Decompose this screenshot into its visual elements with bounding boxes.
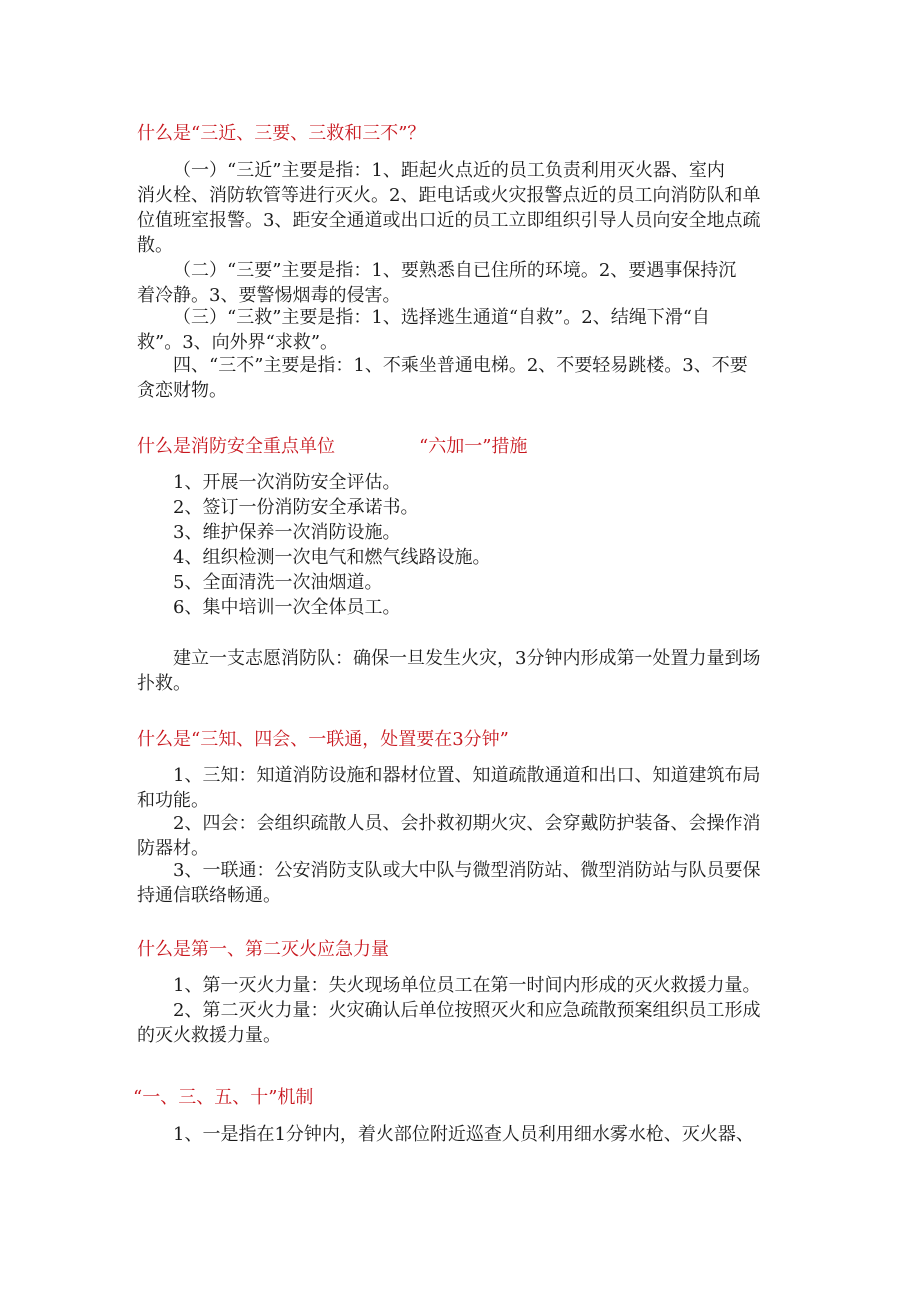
text-line: 着冷静。3、要警惕烟毒的侵害。 (137, 285, 401, 306)
heading-part: 什么是消防安全重点单位 (137, 436, 335, 457)
text-line: 扑救。 (137, 673, 191, 694)
section-5-paragraph-1 (137, 1122, 787, 1147)
heading-part: “六加一”措施 (419, 436, 528, 457)
text-line: （二）“三要”主要是指：1、要熟悉自已住所的环境。2、要遇事保持沉 (173, 260, 737, 281)
text-line: 散。 (137, 235, 173, 256)
section-4-paragraph-1 (137, 973, 787, 998)
list-item: 6、集中培训一次全体员工。 (173, 597, 401, 618)
section-2-heading (137, 434, 787, 459)
text-line: 消火栓、消防软管等进行灭火。2、距电话或火灾报警点近的员工向消防队和单 (137, 185, 761, 206)
section-1-heading: 什么是“三近、三要、三救和三不”？ (137, 123, 426, 144)
section-3-paragraph-1 (137, 763, 787, 813)
text-line: 防器材。 (137, 838, 209, 859)
section-1-paragraph-1 (137, 158, 787, 258)
text-line: （三）“三救”主要是指：1、选择逃生通道“自救”。2、结绳下滑“自 (173, 307, 710, 328)
section-3-paragraph-2 (137, 811, 787, 861)
section-1-paragraph-4 (137, 353, 787, 403)
text-line: 建立一支志愿消防队：确保一旦发生火灾，3分钟内形成第一处置力量到场 (173, 648, 761, 669)
list-item: 1、开展一次消防安全评估。 (173, 472, 401, 493)
list-item: 2、签订一份消防安全承诺书。 (173, 497, 419, 518)
text-line: （一）“三近”主要是指：1、距起火点近的员工负责利用灭火器、室内 (173, 160, 725, 181)
section-5-heading: “一、三、五、十”机制 (133, 1087, 314, 1108)
text-line: 的灭火救援力量。 (137, 1025, 281, 1046)
section-1-paragraph-3 (137, 305, 787, 355)
text-line: 贪恋财物。 (137, 380, 227, 401)
section-4-paragraph-2 (137, 998, 787, 1048)
list-item: 4、组织检测一次电气和燃气线路设施。 (173, 547, 491, 568)
section-1-paragraph-2 (137, 258, 787, 308)
text-line: 1、三知：知道消防设施和器材位置、知道疏散通道和出口、知道建筑布局 (173, 765, 761, 786)
text-line: 位值班室报警。3、距安全通道或出口近的员工立即组织引导人员向安全地点疏 (137, 210, 761, 231)
section-4-heading: 什么是第一、第二灭火应急力量 (137, 939, 389, 960)
text-line: 1、第一灭火力量：失火现场单位员工在第一时间内形成的灭火救援力量。 (173, 975, 761, 996)
text-line: 持通信联络畅通。 (137, 885, 281, 906)
text-line: 四、“三不”主要是指：1、不乘坐普通电梯。2、不要轻易跳楼。3、不要 (173, 355, 748, 376)
text-line: 1、一是指在1分钟内，着火部位附近巡查人员利用细水雾水枪、灭火器、 (173, 1124, 754, 1145)
text-line: 和功能。 (137, 790, 209, 811)
section-3-heading: 什么是“三知、四会、一联通，处置要在3分钟” (137, 729, 509, 750)
section-2-paragraph (137, 646, 787, 696)
list-item: 5、全面清洗一次油烟道。 (173, 572, 383, 593)
section-3-paragraph-3 (137, 858, 787, 908)
text-line: 救”。3、向外界“求救”。 (137, 332, 339, 353)
text-line: 2、第二灭火力量：火灾确认后单位按照灭火和应急疏散预案组织员工形成 (173, 1000, 761, 1021)
text-line: 2、四会：会组织疏散人员、会扑救初期火灾、会穿戴防护装备、会操作消 (173, 813, 761, 834)
text-line: 3、一联通：公安消防支队或大中队与微型消防站、微型消防站与队员要保 (173, 860, 761, 881)
list-item: 3、维护保养一次消防设施。 (173, 522, 401, 543)
